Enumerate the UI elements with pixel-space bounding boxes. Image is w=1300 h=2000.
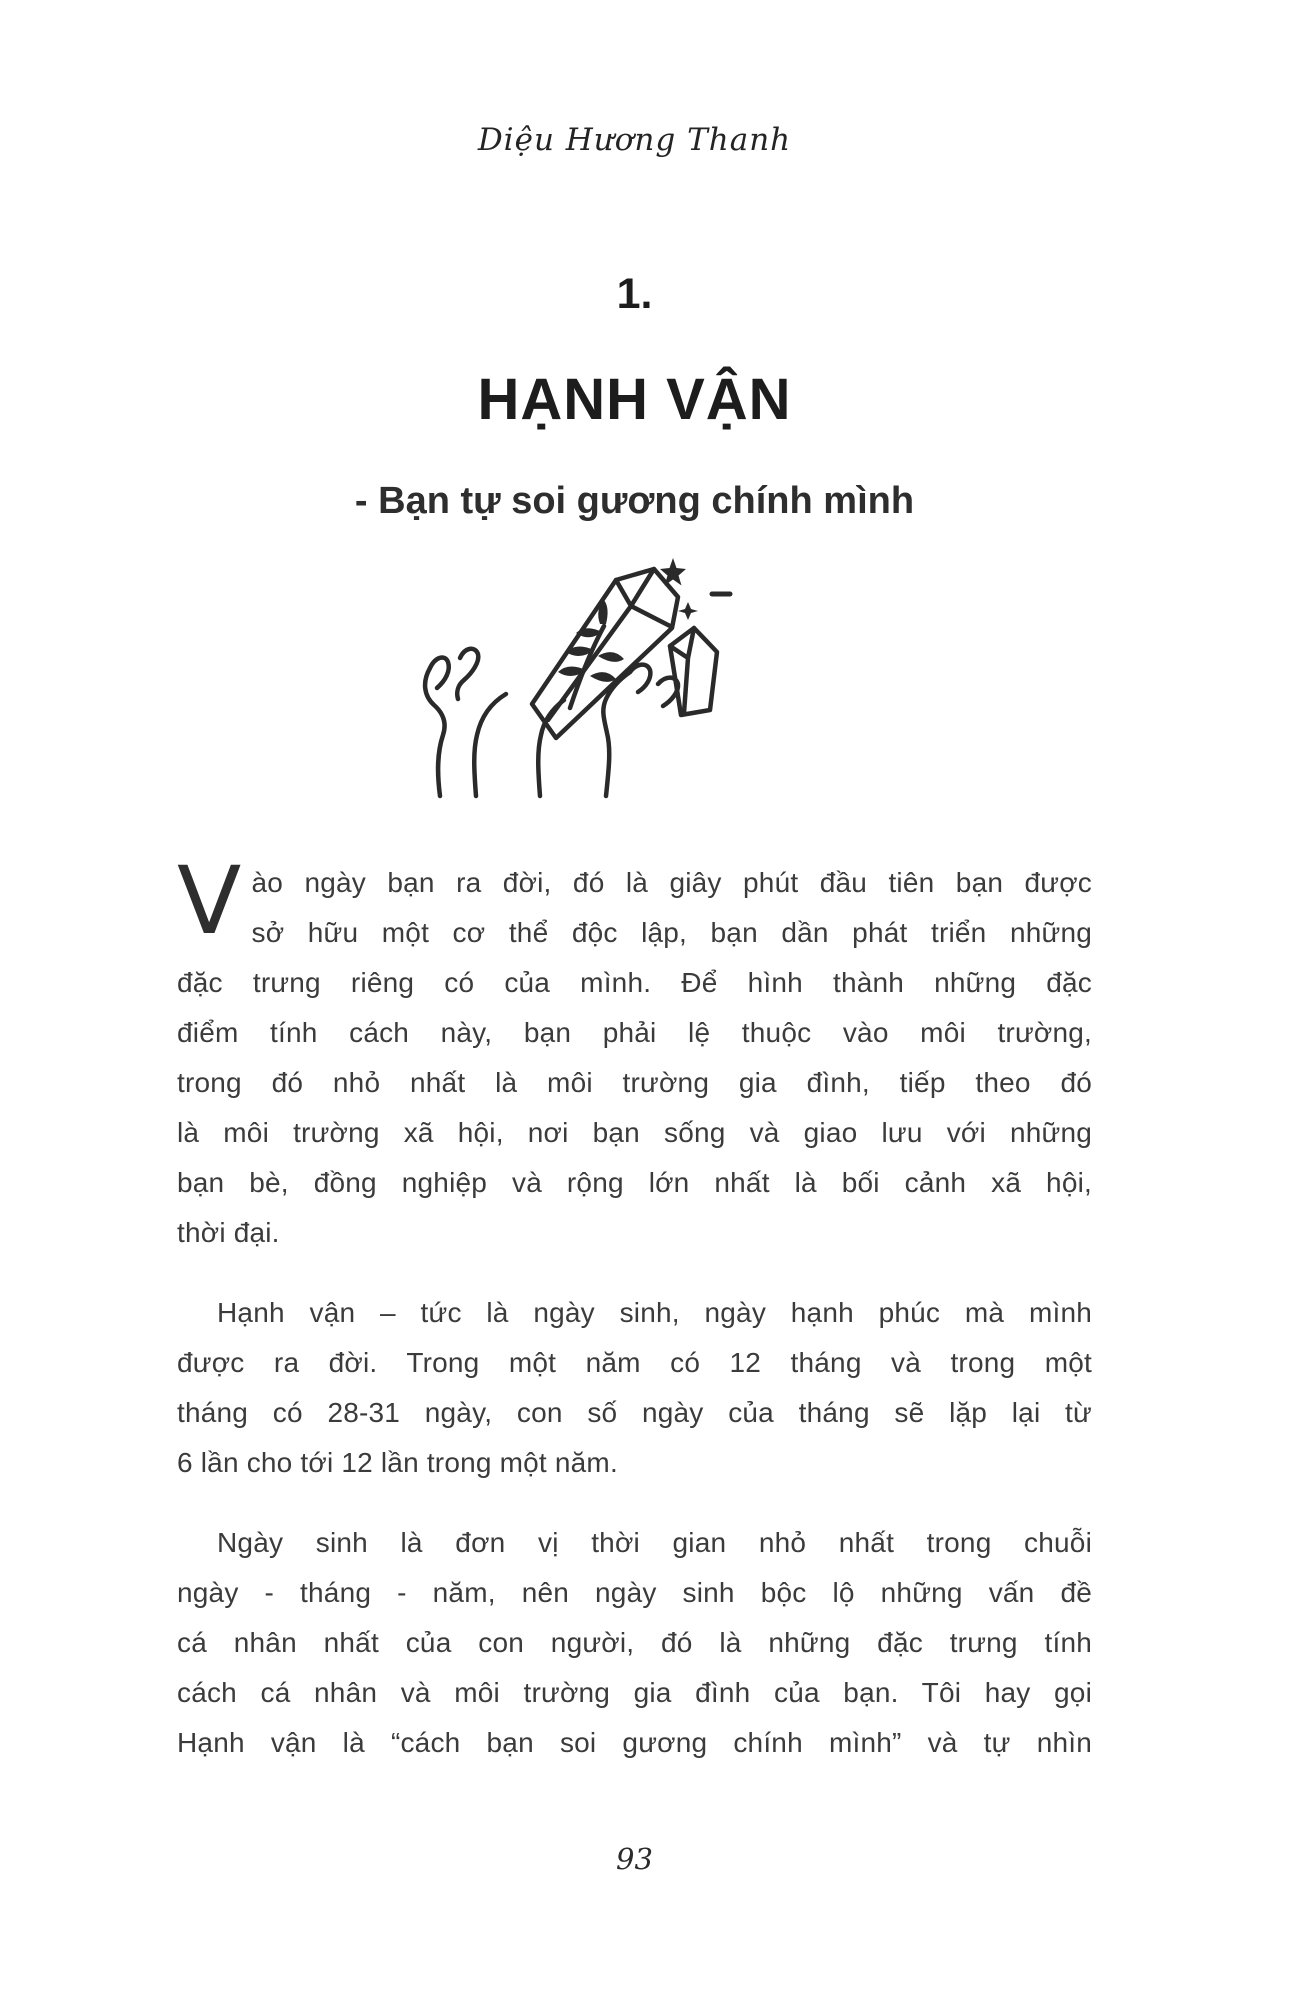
body-line: là môi trường xã hội, nơi bạn sống và giao lưu với những	[177, 1117, 1092, 1148]
body-text	[177, 847, 1092, 1768]
paragraph	[177, 1288, 1092, 1488]
chapter-subtitle: - Bạn tự soi gương chính mình	[354, 480, 915, 522]
body-line: Hạnh vận – tức là ngày sinh, ngày hạnh phúc mà mình	[217, 1297, 1092, 1328]
hands-crystals-illustration	[420, 552, 740, 800]
paragraph	[177, 847, 1092, 1258]
body-line: cách cá nhân và môi trường gia đình của bạn. Tôi hay gọi	[177, 1677, 1092, 1708]
page-number: 93	[616, 1842, 653, 1876]
chapter-number: 1.	[616, 270, 653, 318]
running-header: Diệu Hương Thanh	[477, 122, 792, 158]
body-line: tháng có 28-31 ngày, con số ngày của tháng sẽ lặp lại từ	[177, 1397, 1092, 1428]
body-line: bạn bè, đồng nghiệp và rộng lớn nhất là bối cảnh xã hội,	[177, 1167, 1092, 1198]
body-line: sở hữu một cơ thể độc lập, bạn dần phát triển những	[251, 917, 1092, 948]
drop-cap: V	[177, 847, 242, 956]
body-line: đặc trưng riêng có của mình. Để hình thành những đặc	[177, 967, 1092, 998]
body-line: điểm tính cách này, bạn phải lệ thuộc vào môi trường,	[177, 1017, 1092, 1048]
body-line: ào ngày bạn ra đời, đó là giây phút đầu tiên bạn được	[251, 867, 1092, 898]
small-crystal-icon	[670, 628, 717, 715]
body-line: ngày - tháng - năm, nên ngày sinh bộc lộ những vấn đề	[177, 1577, 1092, 1608]
paragraph	[177, 1518, 1092, 1768]
four-point-sparkle-icon	[678, 602, 698, 620]
chapter-title: HẠNH VẬN	[477, 367, 792, 432]
right-hand-icon	[538, 665, 678, 796]
body-line: thời đại.	[177, 1217, 280, 1248]
body-line: trong đó nhỏ nhất là môi trường gia đình, tiếp theo đó	[177, 1067, 1092, 1098]
body-line: 6 lần cho tới 12 lần trong một năm.	[177, 1447, 618, 1478]
hands-crystals-svg	[420, 552, 740, 800]
body-line: Ngày sinh là đơn vị thời gian nhỏ nhất trong chuỗi	[217, 1527, 1092, 1558]
body-line: Hạnh vận là “cách bạn soi gương chính mình” và tự nhìn	[177, 1727, 1092, 1758]
body-line: được ra đời. Trong một năm có 12 tháng và trong một	[177, 1347, 1092, 1378]
body-line: cá nhân nhất của con người, đó là những đặc trưng tính	[177, 1627, 1092, 1658]
left-hand-icon	[425, 649, 506, 796]
